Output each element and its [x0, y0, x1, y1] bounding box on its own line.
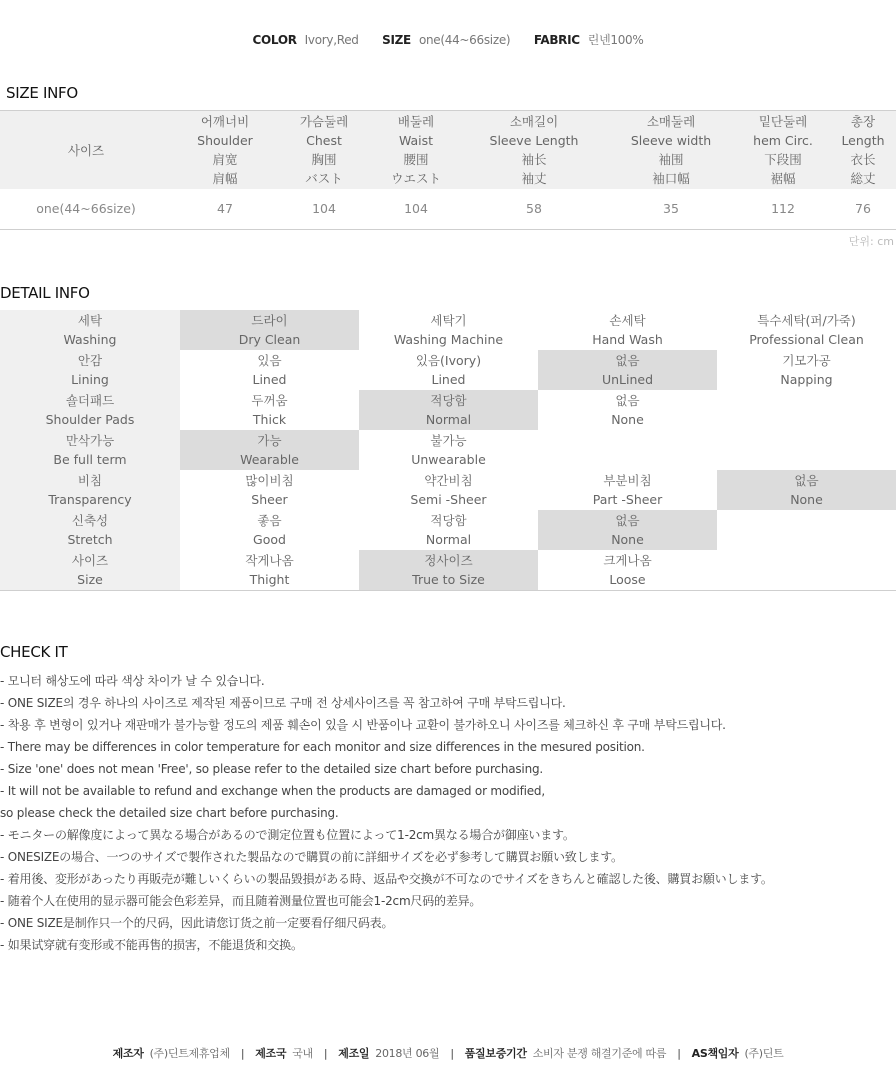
size-name-cell: one(44~66size)	[36, 201, 136, 216]
measurement-value: 47	[217, 201, 233, 216]
fabric-label: FABRIC	[533, 33, 580, 47]
option-en: None	[790, 492, 823, 507]
option-en: Loose	[609, 572, 646, 587]
detail-label-ko: 비침	[77, 473, 103, 488]
column-name-ja: 裾幅	[770, 171, 796, 186]
color-label: COLOR	[252, 33, 297, 47]
size-table-header	[0, 111, 896, 189]
size-column-header	[172, 111, 278, 189]
detail-row	[0, 390, 896, 430]
option-en: Semi -Sheer	[410, 492, 487, 507]
footer-value: 2018년 06월	[375, 1047, 440, 1060]
check-note-line: - ONE SIZE是制作只一个的尺码，因此请您订货之前一定要看仔细尺码表。	[0, 916, 394, 930]
check-note-line: - ONESIZEの場合、一つのサイズで製作された製品なので購買の前に詳細サイズを必ず参考して購買お願い致します。	[0, 850, 623, 864]
footer-separator: |	[240, 1047, 245, 1060]
footer-label: 품질보증기간	[464, 1047, 527, 1060]
column-name-zh: 袖长	[521, 152, 547, 167]
color-value: Ivory,Red	[304, 33, 359, 47]
column-name-ja: 肩幅	[212, 171, 238, 186]
size-column-header	[278, 111, 370, 189]
detail-option	[359, 350, 538, 390]
option-ko: 부분비침	[603, 473, 652, 488]
detail-label-cell	[0, 350, 180, 390]
detail-info-title: DETAIL INFO	[0, 284, 90, 302]
footer-label: AS책임자	[691, 1047, 739, 1060]
size-column-header	[462, 111, 606, 189]
detail-label-ko: 안감	[77, 353, 103, 368]
size-value: one(44~66size)	[418, 33, 511, 47]
column-name-ja: 袖口幅	[652, 171, 690, 186]
option-en: Napping	[780, 372, 833, 387]
option-en: None	[611, 412, 644, 427]
option-ko: 적당함	[430, 393, 467, 408]
detail-option	[538, 430, 717, 470]
footer-separator: |	[323, 1047, 328, 1060]
size-column-header	[606, 111, 736, 189]
option-en: Good	[253, 532, 286, 547]
size-info-title: SIZE INFO	[6, 84, 78, 102]
size-table	[0, 110, 896, 230]
detail-label-en: Lining	[71, 372, 109, 387]
detail-option	[538, 310, 717, 350]
option-ko: 불가능	[430, 433, 467, 448]
detail-label-cell	[0, 550, 180, 590]
column-name-zh: 袖围	[658, 152, 684, 167]
product-summary	[0, 31, 896, 48]
check-note-line: - 如果试穿就有变形或不能再售的损害，不能退货和交换。	[0, 938, 303, 952]
detail-row	[0, 310, 896, 350]
check-note-line: - It will not be available to refund and exchange when the products are damaged or modified,	[0, 784, 545, 798]
option-en: Dry Clean	[238, 332, 301, 347]
option-en: Washing Machine	[393, 332, 504, 347]
detail-option-selected	[359, 550, 538, 590]
column-name-zh: 肩宽	[212, 152, 238, 167]
detail-label-cell	[0, 470, 180, 510]
detail-label-en: Washing	[63, 332, 117, 347]
option-en: UnLined	[601, 372, 654, 387]
check-note-line: - Size 'one' does not mean 'Free', so please refer to the detailed size chart before purchasing.	[0, 762, 544, 776]
measurement-value: 104	[404, 201, 428, 216]
column-name-zh: 胸围	[311, 152, 337, 167]
option-ko: 약간비침	[424, 473, 473, 488]
detail-option	[717, 390, 896, 430]
option-en: Thick	[252, 412, 287, 427]
detail-option	[359, 310, 538, 350]
column-name-en: Sleeve Length	[489, 133, 579, 148]
footer-value: 국내	[292, 1047, 313, 1060]
option-ko: 크게나옴	[603, 553, 652, 568]
option-en: Unwearable	[411, 452, 486, 467]
detail-option-selected	[538, 350, 717, 390]
footer-label: 제조일	[338, 1047, 370, 1060]
detail-label-cell	[0, 510, 180, 550]
check-note-line: - 着用後、変形があったり再販売が難しいくらいの製品毀損がある時、返品や交換が不可なのでサイズをきちんと確認した後、購買お願いします。	[0, 872, 773, 886]
option-en: Normal	[425, 412, 472, 427]
detail-option	[538, 390, 717, 430]
detail-option	[359, 510, 538, 550]
column-name-en: Waist	[398, 133, 434, 148]
check-note-line: - 착용 후 변형이 있거나 재판매가 불가능할 정도의 제품 훼손이 있을 시 반품이나 교환이 불가하오니 사이즈를 체크하신 후 구매 부탁드립니다.	[0, 718, 726, 732]
column-name-en: Shoulder	[197, 133, 253, 148]
column-name-en: Sleeve width	[630, 133, 712, 148]
option-en: True to Size	[412, 572, 485, 587]
footer-value: (주)딘트제휴업체	[149, 1047, 230, 1060]
detail-table	[0, 310, 896, 591]
check-note-line: - 모니터 해상도에 따라 색상 차이가 날 수 있습니다.	[0, 674, 265, 688]
column-name-en: Chest	[306, 133, 342, 148]
option-ko: 가능	[257, 433, 282, 448]
column-name-ja: バスト	[305, 171, 343, 186]
column-name-zh: 衣长	[850, 152, 876, 167]
unit-note: 단위: cm	[848, 235, 894, 248]
detail-option	[180, 470, 359, 510]
detail-option	[717, 350, 896, 390]
option-ko: 많이비침	[245, 473, 294, 488]
column-name-ja: 総丈	[850, 171, 876, 186]
check-it-title: CHECK IT	[0, 643, 68, 661]
footer-value: 소비자 분쟁 해결기준에 따름	[532, 1047, 667, 1060]
detail-option-selected	[180, 310, 359, 350]
option-ko: 있음	[257, 353, 282, 368]
size-column-header	[736, 111, 830, 189]
column-name-ko: 어깨너비	[200, 114, 250, 129]
detail-label-cell	[0, 430, 180, 470]
option-ko: 좋음	[257, 513, 282, 528]
column-name-ko: 총장	[850, 114, 876, 129]
detail-label-en: Shoulder Pads	[45, 412, 135, 427]
detail-option	[538, 550, 717, 590]
detail-label-en: Be full term	[53, 452, 127, 467]
option-ko: 적당함	[430, 513, 467, 528]
detail-option-selected	[359, 390, 538, 430]
measurement-value: 35	[663, 201, 679, 216]
size-table-row	[0, 189, 896, 230]
option-en: Wearable	[240, 452, 299, 467]
option-en: Hand Wash	[592, 332, 663, 347]
size-header-label: 사이즈	[67, 142, 105, 158]
detail-label-ko: 사이즈	[71, 553, 109, 568]
column-name-ko: 소매둘레	[646, 114, 696, 129]
option-en: None	[611, 532, 644, 547]
option-en: Professional Clean	[749, 332, 864, 347]
check-note-line: - ONE SIZE의 경우 하나의 사이즈로 제작된 제품이므로 구매 전 상세사이즈를 꼭 참고하여 구매 부탁드립니다.	[0, 696, 566, 710]
option-ko: 드라이	[251, 313, 288, 328]
column-name-zh: 下段围	[764, 152, 802, 167]
detail-option	[359, 430, 538, 470]
option-ko: 없음	[615, 353, 640, 368]
check-note-line: - There may be differences in color temperature for each monitor and size differences in the mesured position.	[0, 740, 645, 754]
option-en: Sheer	[251, 492, 288, 507]
detail-label-en: Size	[77, 572, 103, 587]
option-en: Normal	[425, 532, 472, 547]
option-en: Part -Sheer	[592, 492, 663, 507]
measurement-value: 58	[526, 201, 542, 216]
check-note-line: - モニターの解像度によって異なる場合があるので測定位置も位置によって1-2cm異なる場合が御座います。	[0, 828, 575, 842]
detail-label-ko: 세탁	[77, 313, 103, 328]
footer-label: 제조국	[255, 1047, 287, 1060]
detail-option-selected	[717, 470, 896, 510]
detail-option	[717, 510, 896, 550]
detail-option	[180, 510, 359, 550]
column-name-ko: 가슴둘레	[299, 114, 349, 129]
column-name-ko: 소매길이	[509, 114, 559, 129]
size-column-header	[370, 111, 462, 189]
detail-label-ko: 만삭가능	[65, 433, 115, 448]
detail-option-selected	[180, 430, 359, 470]
detail-option	[538, 470, 717, 510]
column-name-ko: 배둘레	[397, 114, 435, 129]
detail-row	[0, 430, 896, 470]
measurement-value: 112	[771, 201, 795, 216]
option-ko: 있음(Ivory)	[415, 353, 482, 368]
detail-row	[0, 510, 896, 550]
option-en: Lined	[252, 372, 287, 387]
size-label: SIZE	[382, 33, 411, 47]
option-en: Thight	[249, 572, 290, 587]
column-name-ja: 袖丈	[521, 171, 547, 186]
manufacturer-info	[0, 1045, 896, 1061]
option-ko: 정사이즈	[424, 553, 473, 568]
footer-label: 제조자	[112, 1047, 144, 1060]
option-ko: 없음	[794, 473, 819, 488]
size-header-cell	[0, 111, 172, 189]
option-en: Lined	[431, 372, 466, 387]
measurement-value: 104	[312, 201, 336, 216]
detail-option-selected	[538, 510, 717, 550]
option-ko: 두꺼움	[251, 393, 288, 408]
measurement-value: 76	[855, 201, 871, 216]
detail-row	[0, 350, 896, 390]
detail-option	[180, 390, 359, 430]
detail-label-cell	[0, 310, 180, 350]
detail-option	[717, 430, 896, 470]
column-name-en: hem Circ.	[753, 133, 813, 148]
detail-label-ko: 신축성	[71, 513, 109, 528]
size-column-header	[830, 111, 896, 189]
option-ko: 세탁기	[430, 313, 467, 328]
check-note-line: - 随着个人在使用的显示器可能会色彩差异，而且随着测量位置也可能会1-2cm尺码的差异。	[0, 894, 482, 908]
detail-label-en: Stretch	[67, 532, 113, 547]
detail-option	[359, 470, 538, 510]
detail-label-en: Transparency	[48, 492, 132, 507]
footer-separator: |	[677, 1047, 681, 1060]
detail-option	[717, 310, 896, 350]
footer-value: (주)딘트	[744, 1047, 784, 1060]
check-it-notes	[0, 670, 896, 956]
option-ko: 특수세탁(퍼/가죽)	[757, 313, 856, 328]
option-ko: 손세탁	[609, 313, 646, 328]
detail-option	[717, 550, 896, 590]
column-name-ja: ウエスト	[390, 171, 441, 186]
detail-row	[0, 550, 896, 590]
option-ko: 작게나옴	[245, 553, 294, 568]
detail-label-cell	[0, 390, 180, 430]
column-name-zh: 腰围	[403, 152, 429, 167]
detail-option	[180, 350, 359, 390]
column-name-ko: 밑단둘레	[758, 114, 808, 129]
detail-option	[180, 550, 359, 590]
option-ko: 없음	[615, 393, 640, 408]
footer-separator: |	[450, 1047, 454, 1060]
detail-label-ko: 숄더패드	[65, 393, 115, 408]
fabric-value: 린넨100%	[587, 33, 644, 47]
detail-row	[0, 470, 896, 510]
option-ko: 없음	[615, 513, 640, 528]
check-note-line: so please check the detailed size chart before purchasing.	[0, 806, 339, 820]
column-name-en: Length	[841, 133, 885, 148]
option-ko: 기모가공	[782, 353, 831, 368]
